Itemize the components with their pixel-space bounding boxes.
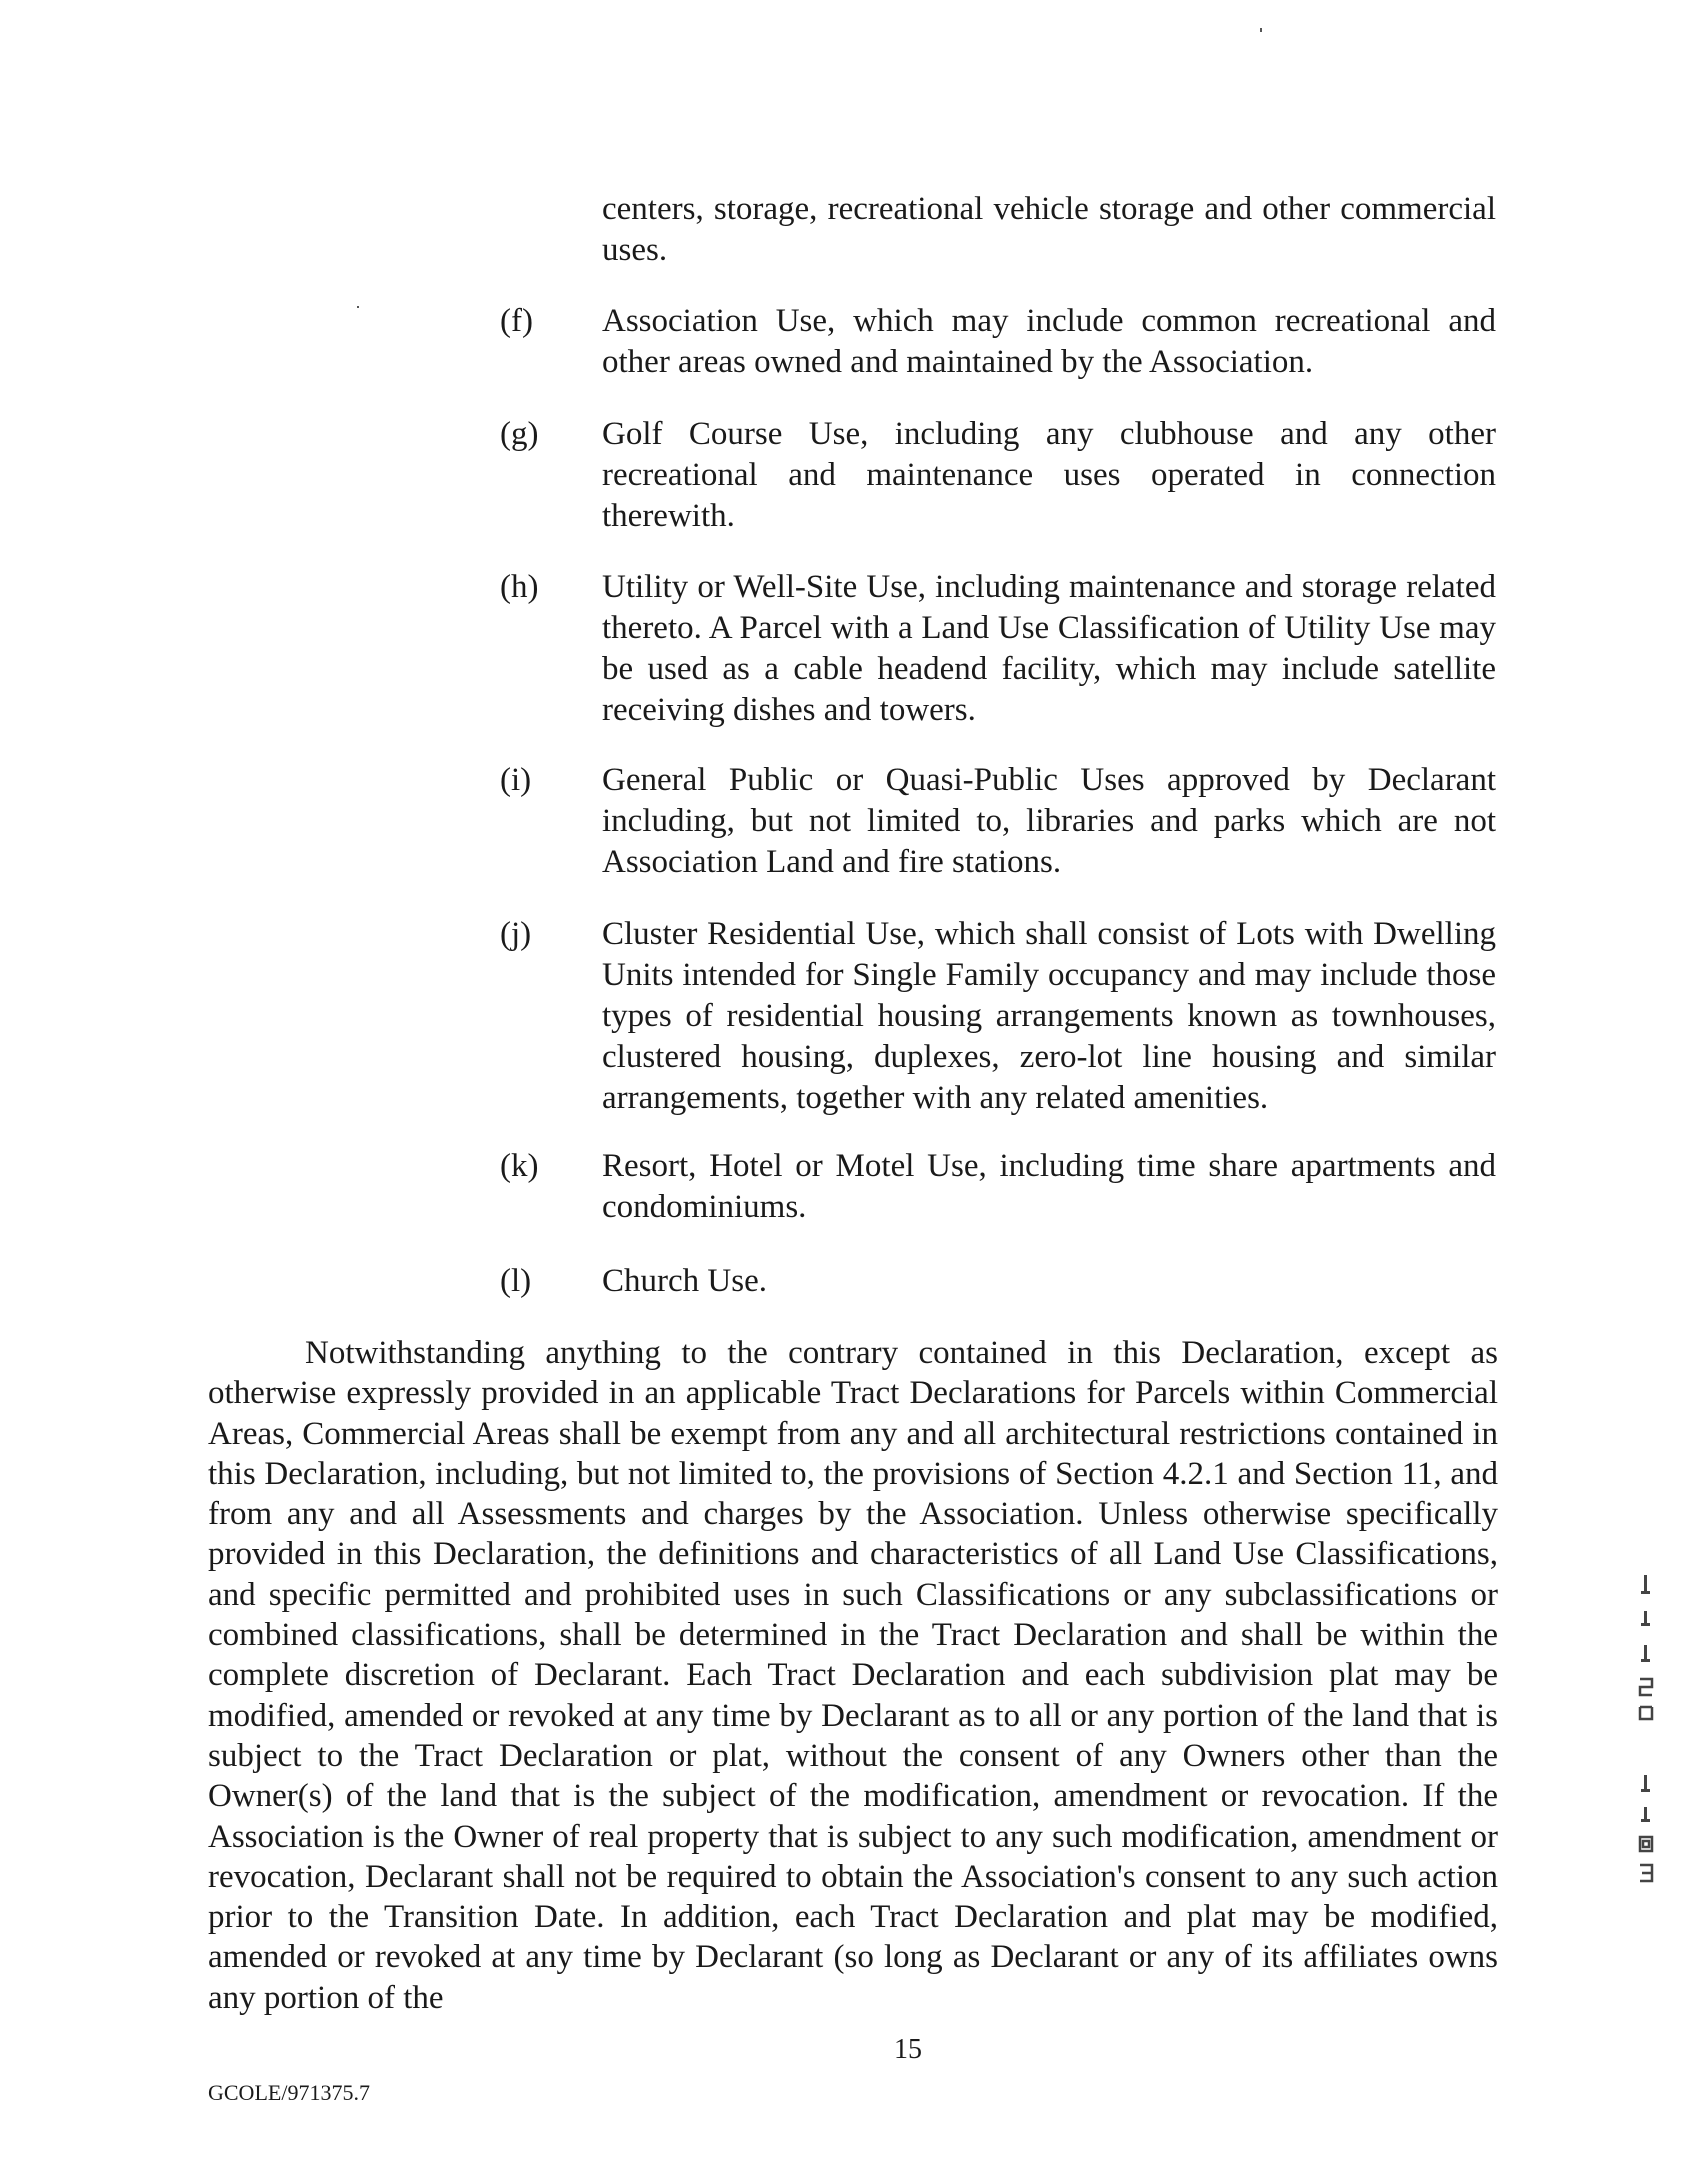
continuation-text xyxy=(602,189,1496,271)
list-item-l: Church Use. xyxy=(602,1263,767,1299)
list-marker-i: (i) xyxy=(500,762,532,798)
list-item-h: Utility or Well-Site Use, including maintenance and storage related thereto. A Parcel with a Land Use Classification of Utility Use may be used as a cable headend facility, which may include satellite receiving dishes and towers. xyxy=(602,569,1496,728)
scan-speck xyxy=(357,306,359,308)
list-item-k: Resort, Hotel or Motel Use, including time share apartments and condominiums. xyxy=(602,1148,1496,1225)
list-marker-k: (k) xyxy=(500,1148,539,1184)
page-number: 15 xyxy=(894,2034,922,2065)
list-marker-h: (h) xyxy=(500,569,539,605)
list-marker-f: (f) xyxy=(500,303,533,339)
list-marker-g: (g) xyxy=(500,416,539,452)
continuation-body: centers, storage, recreational vehicle storage and other commercial uses. xyxy=(602,191,1496,268)
list-marker-l: (l) xyxy=(500,1263,532,1299)
body-paragraph: Notwithstanding anything to the contrary contained in this Declaration, except as otherwise expressly provided in an applicable Tract Declarations for Parcels within Commercial Areas, Commercial Areas shall be exempt from any and all architectural restrictions contained in this Declaration, including, but not limited to, the provisions of Section 4.2.1 and Section 11, and from any and all Assessments and charges by the Association. Unless otherwise specifically provided in this Declaration, the definitions and characteristics of all Land Use Classifications, and specific permitted and prohibited uses in such Classifications or any subclassifications or combined classifications, shall be determined in the Tract Declaration and shall be within the complete discretion of Declarant. Each Tract Declaration and each subdivision plat may be modified, amended or revoked at any time by Declarant as to all or any portion of the land that is subject to the Tract Declaration or plat, without the consent of any Owners other than the Owner(s) of the land that is the subject of the modification, amendment or revocation. If the Association is the Owner of real property that is subject to any such modification, amendment or revocation, Declarant shall not be required to obtain the Association's consent to any such action prior to the Transition Date. In addition, each Tract Declaration and plat may be modified, amended or revoked at any time by Declarant (so long as Declarant or any of its affiliates owns any portion of the xyxy=(208,1335,1498,2016)
list-item-i: General Public or Quasi-Public Uses approved by Declarant including, but not limited to, libraries and parks which are not Association Land and fire stations. xyxy=(602,762,1496,880)
scan-speck xyxy=(1260,28,1262,32)
list-item-f: Association Use, which may include common recreational and other areas owned and maintained by the Association. xyxy=(602,303,1496,380)
list-item-j: Cluster Residential Use, which shall consist of Lots with Dwelling Units intended for Single Family occupancy and may include those types of residential housing arrangements known as townhouses, clustered housing, duplexes, zero-lot line housing and similar arrangements, together with any related amenities. xyxy=(602,916,1496,1116)
margin-recording-stamp xyxy=(1630,1575,1670,1915)
document-id: GCOLE/971375.7 xyxy=(208,2080,370,2105)
list-marker-j: (j) xyxy=(500,916,532,952)
list-item-g: Golf Course Use, including any clubhouse and any other recreational and maintenance uses operated in connection therewith. xyxy=(602,416,1496,534)
